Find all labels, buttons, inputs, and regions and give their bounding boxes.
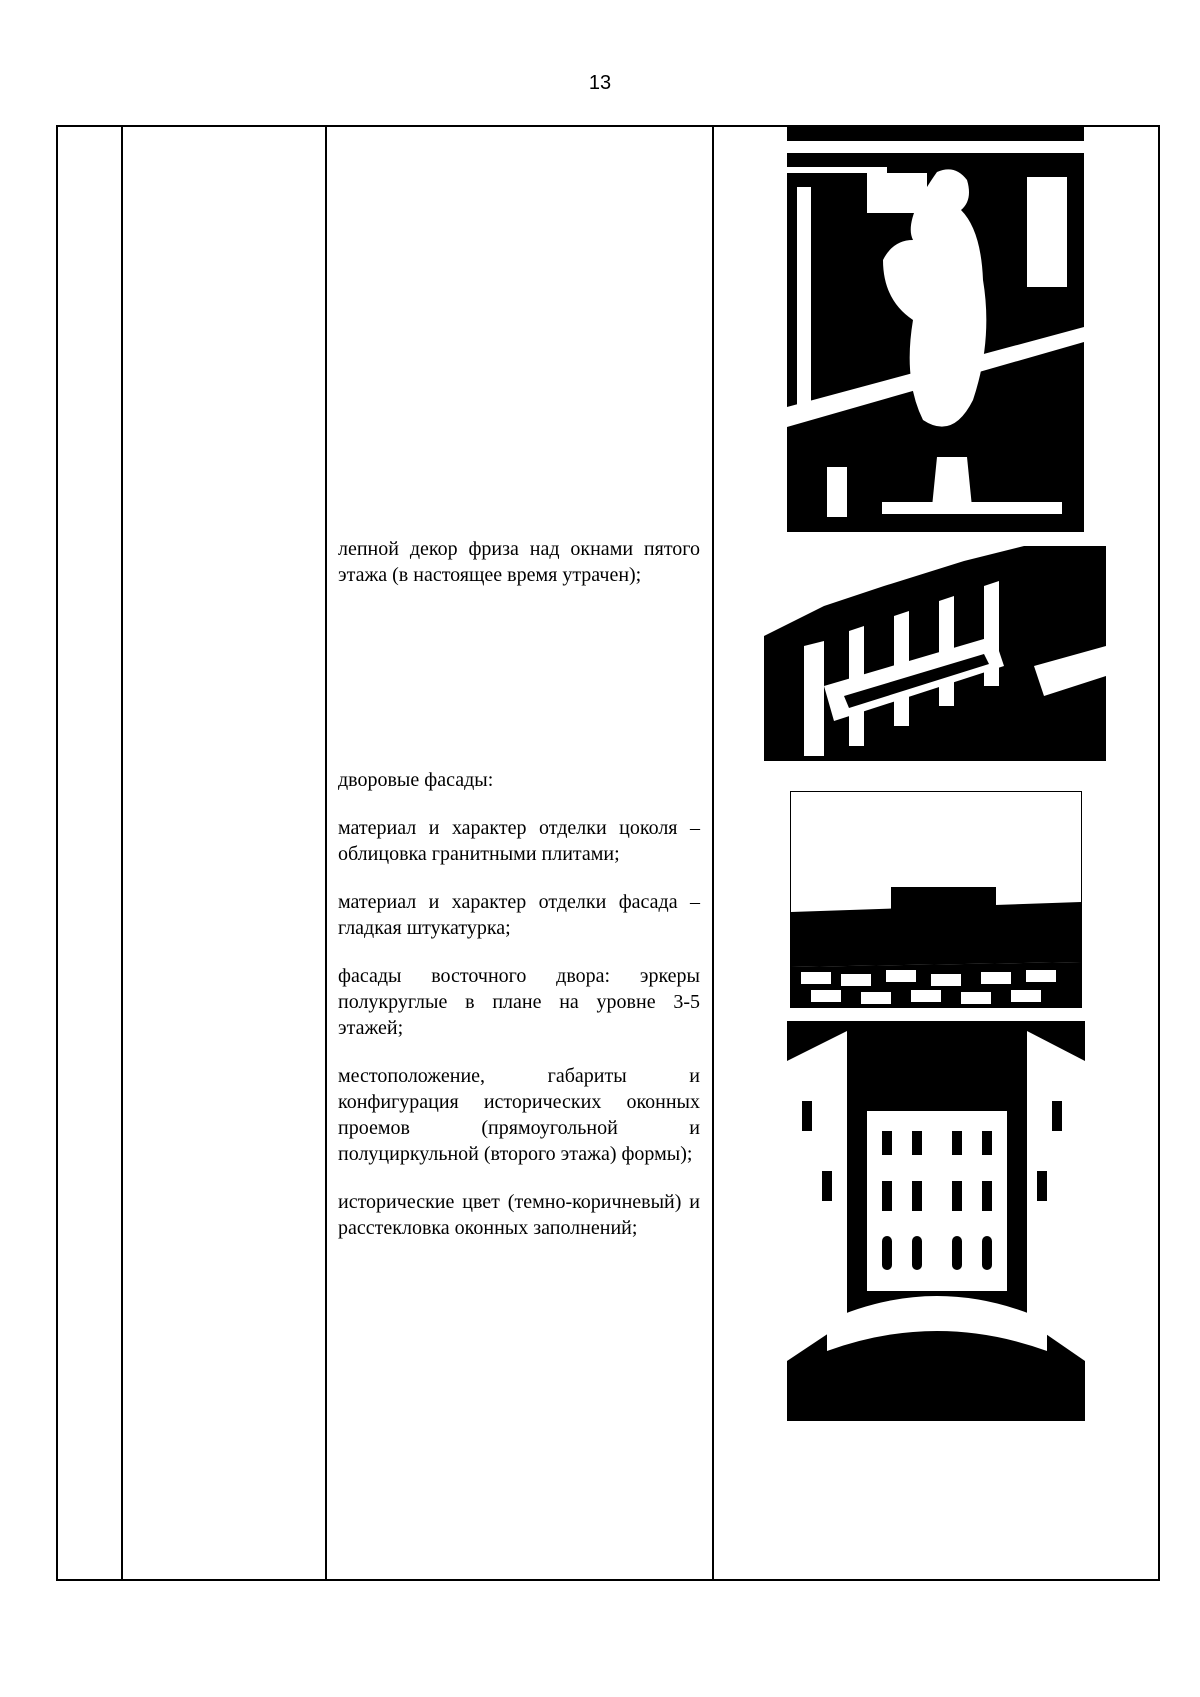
- courtyard-plinth-image: [791, 792, 1081, 1007]
- courtyard-well-image: [787, 1021, 1085, 1421]
- plinth-finish-text: материал и характер отделки цоколя – облицовка гранитными плитами;: [338, 817, 700, 865]
- sculpture-figure-photo: [787, 127, 1084, 532]
- east-yard-bays-text: фасады восточного двора: эркеры полукруглые в плане на уровне 3-5 этажей;: [338, 965, 700, 1039]
- frieze-decor-photo: [764, 546, 1106, 772]
- courtyard-plinth-photo: [790, 791, 1082, 1008]
- courtyard-heading: дворовые фасады:: [338, 769, 494, 791]
- frieze-decor-image: [764, 546, 1106, 772]
- frieze-decor-text: лепной декор фриза над окнами пятого этажа (в настоящее время утрачен);: [338, 538, 700, 586]
- facade-finish-text: материал и характер отделки фасада – гладкая штукатурка;: [338, 891, 700, 939]
- column-divider-1: [121, 125, 123, 1581]
- text-block-frieze: [338, 536, 700, 588]
- window-color-text: исторические цвет (темно-коричневый) и расстекловка оконных заполнений;: [338, 1191, 700, 1239]
- sculpture-figure-image: [787, 127, 1084, 532]
- window-openings-text: местоположение, габариты и конфигурация исторических оконных проемов (прямоугольной и полуциркульной (второго этажа) формы);: [338, 1065, 700, 1165]
- text-block-courtyard: [338, 767, 700, 1241]
- column-divider-3: [712, 125, 714, 1581]
- page-number: 13: [588, 72, 612, 94]
- column-divider-2: [325, 125, 327, 1581]
- courtyard-well-photo: [787, 1021, 1085, 1421]
